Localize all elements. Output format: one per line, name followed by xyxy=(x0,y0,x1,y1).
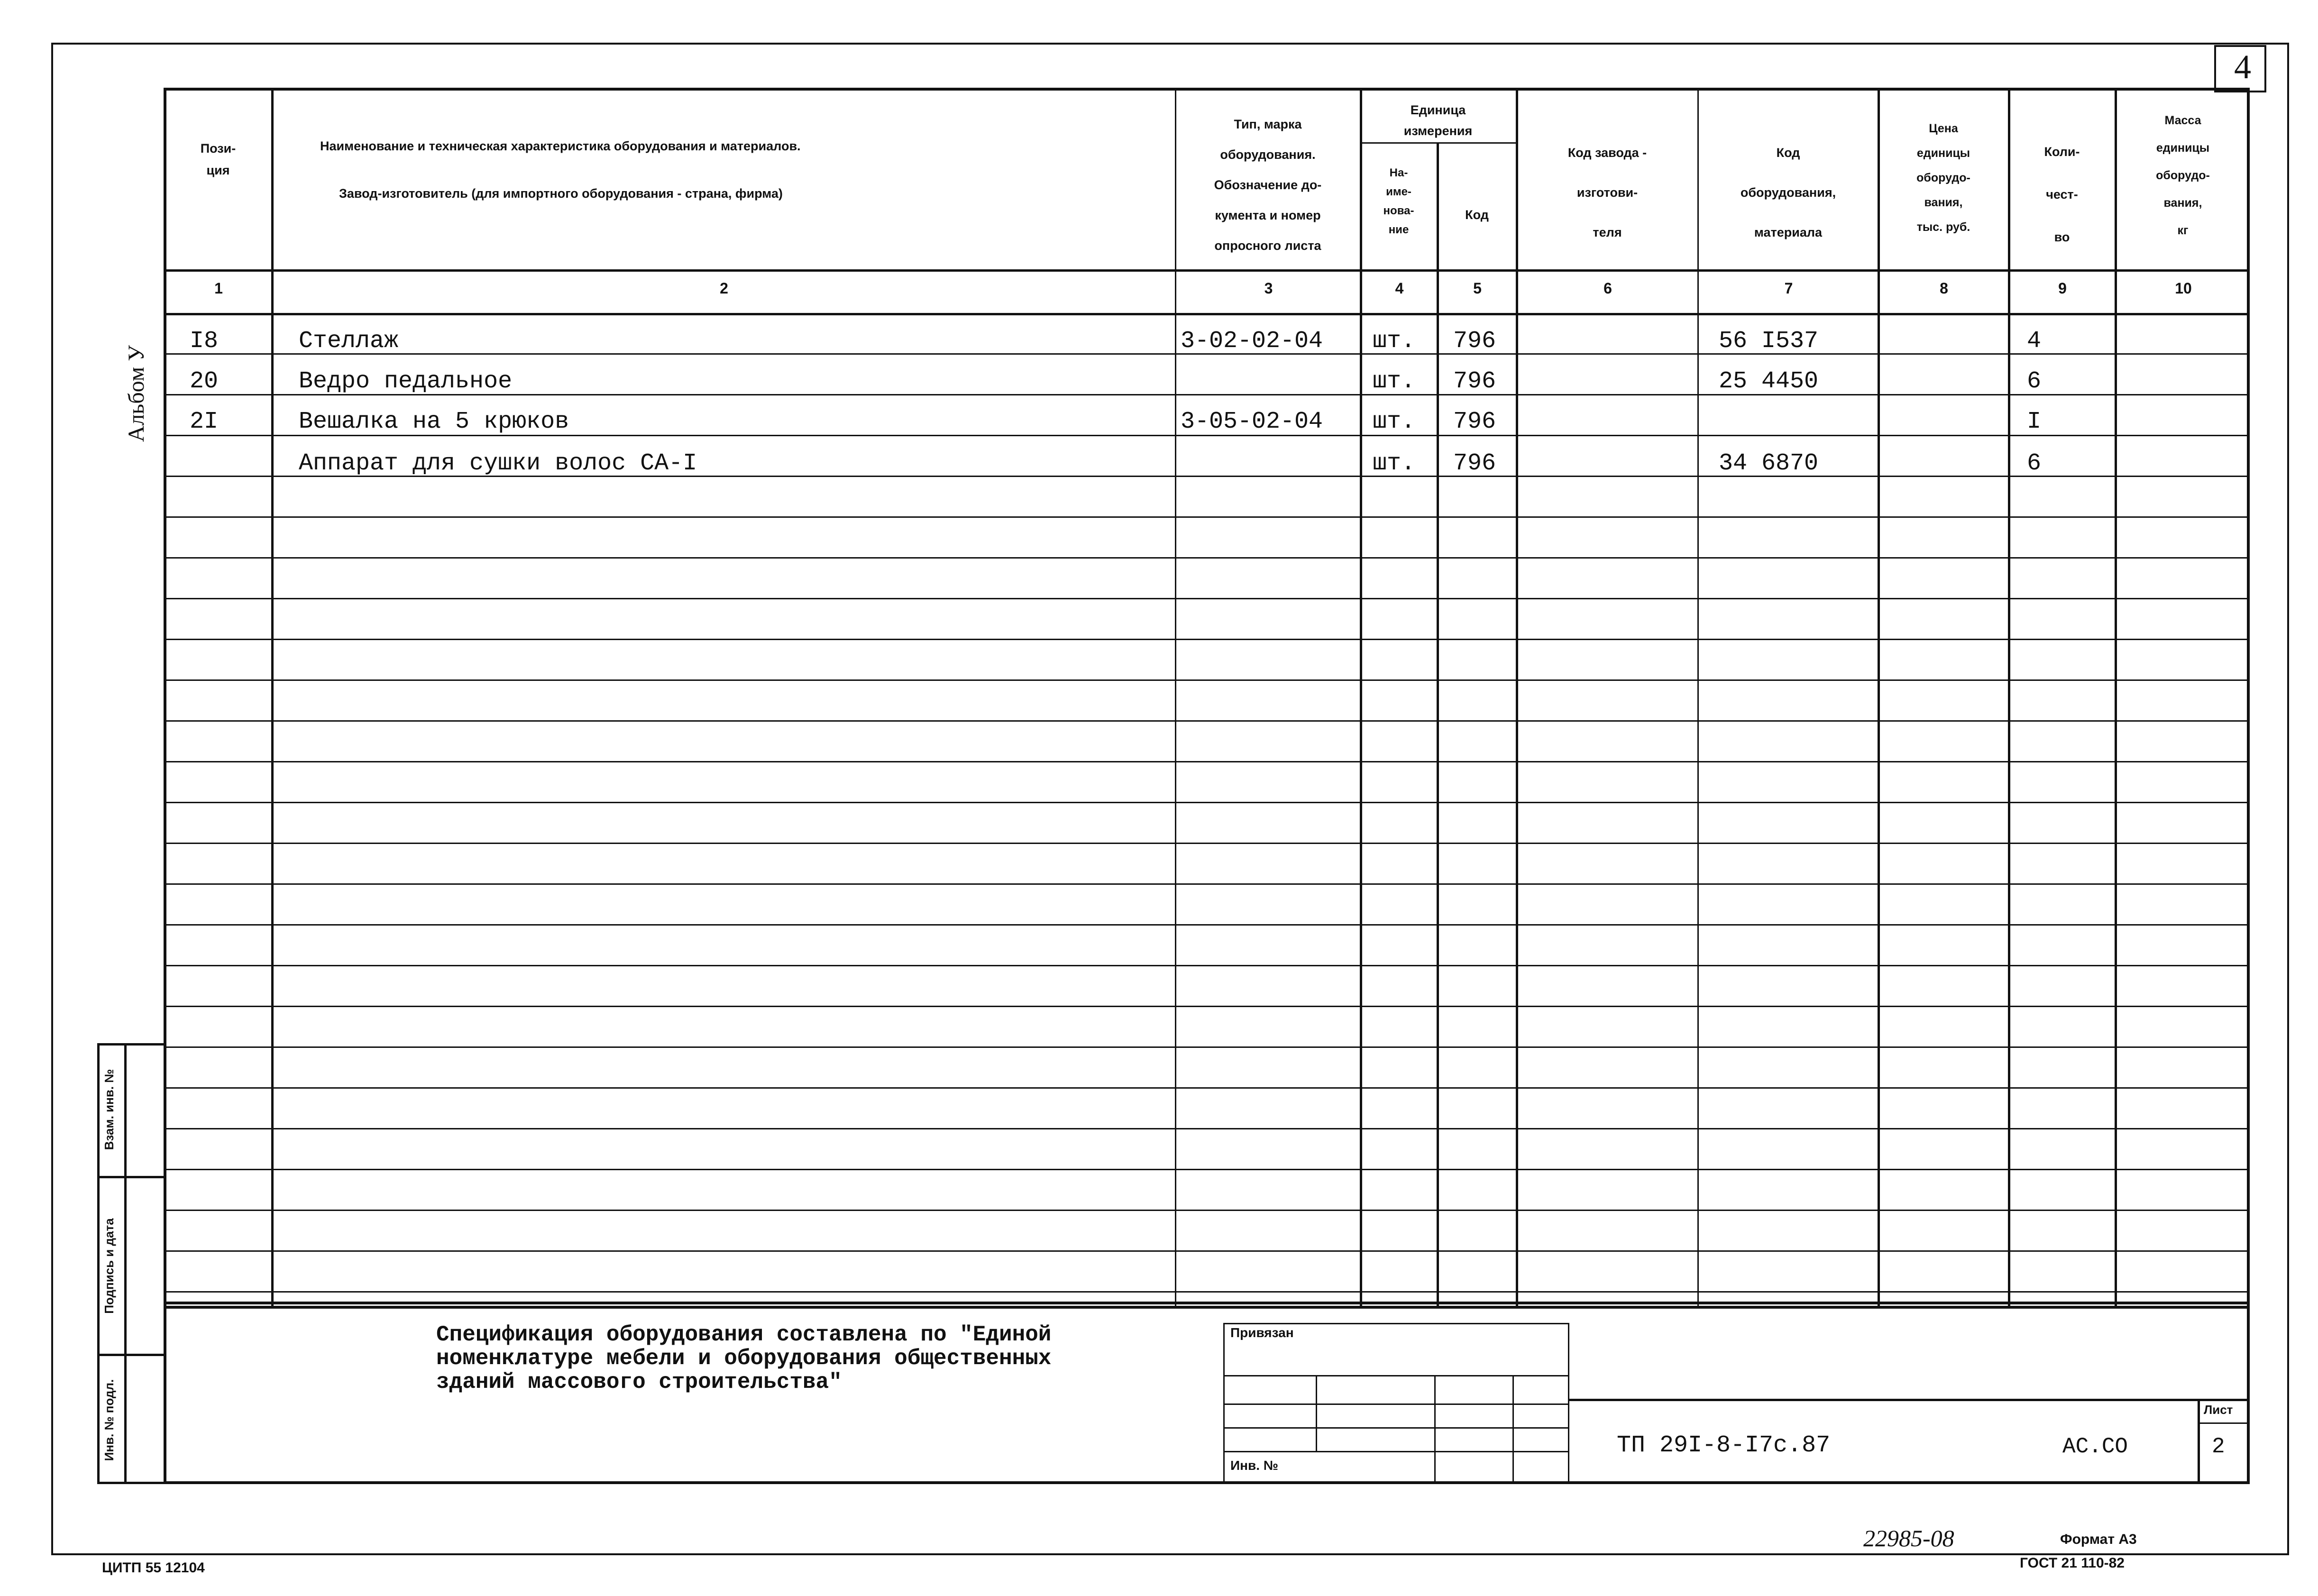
row-4-qty: 6 xyxy=(2027,450,2042,477)
row-1-equip-code: 56 I537 xyxy=(1719,328,1819,355)
bound-line-2 xyxy=(1223,1403,1569,1405)
row-1-pos: I8 xyxy=(190,328,219,355)
row-2-pos: 20 xyxy=(190,368,219,395)
row-2-name: Ведро педальное xyxy=(299,368,513,395)
row-line xyxy=(164,883,2250,885)
colnum-6: 6 xyxy=(1603,280,1612,297)
side-inv-replace: Взам. инв. № xyxy=(102,1069,116,1150)
row-line xyxy=(164,1169,2250,1170)
row-line xyxy=(164,965,2250,966)
colnum-10: 10 xyxy=(2175,280,2192,297)
gost-label: ГОСТ 21 110-82 xyxy=(2020,1555,2125,1571)
designation-line xyxy=(1569,1399,2250,1401)
bound-vline-3 xyxy=(1512,1375,1514,1484)
colnum-5: 5 xyxy=(1473,280,1482,297)
doc-code: ТП 29I-8-I7с.87 xyxy=(1617,1432,1831,1459)
col-line-1 xyxy=(271,88,274,1309)
side-inv-orig: Инв. № подл. xyxy=(102,1379,116,1461)
header-col3: Тип, марка оборудования. Обозначение до- кумента и номер опросного листа xyxy=(1214,117,1322,253)
row-line xyxy=(164,1210,2250,1211)
row-1-unit-code: 796 xyxy=(1453,328,1496,355)
side-sign-date: Подпись и дата xyxy=(102,1218,116,1314)
format-label: Формат А3 xyxy=(2060,1532,2137,1547)
header-col9: Коли- чест- во xyxy=(2044,145,2080,244)
bound-line-3 xyxy=(1223,1427,1569,1429)
col-line-4 xyxy=(1437,142,1439,1309)
header-col5: Код xyxy=(1465,208,1489,222)
album-label: Альбом У xyxy=(124,345,149,442)
row-3-name: Вешалка на 5 крюков xyxy=(299,408,569,435)
row-2-unit-code: 796 xyxy=(1453,368,1496,395)
header-col6: Код завода - изготови- теля xyxy=(1567,146,1647,239)
unit-group-divider xyxy=(1360,142,1516,144)
row-line xyxy=(164,557,2250,559)
colnum-9: 9 xyxy=(2058,280,2067,297)
row-line xyxy=(164,598,2250,599)
colnum-4: 4 xyxy=(1395,280,1404,297)
inv-label: Инв. № xyxy=(1230,1458,1279,1473)
row-1-type: 3-02-02-04 xyxy=(1181,328,1323,355)
row-line xyxy=(164,720,2250,722)
row-line xyxy=(164,679,2250,681)
row-2-equip-code: 25 4450 xyxy=(1719,368,1819,395)
row-3-type: 3-05-02-04 xyxy=(1181,408,1323,435)
bound-label: Привязан xyxy=(1230,1325,1294,1340)
row-line xyxy=(164,1291,2250,1293)
row-3-qty: I xyxy=(2027,408,2042,435)
footer-note: Спецификация оборудования составлена по "Единой номенклатуре мебели и оборудования общественных зданий массового строительства" xyxy=(436,1322,1052,1394)
row-4-equip-code: 34 6870 xyxy=(1719,450,1819,477)
header-col8: Цена единицы оборудо- вания, тыс. руб. xyxy=(1916,122,1970,234)
archive-number: 22985-08 xyxy=(1863,1525,1954,1551)
col-line-8 xyxy=(2008,88,2010,1309)
bound-vline-1 xyxy=(1316,1375,1317,1451)
row-2-unit: шт. xyxy=(1373,368,1416,395)
colnum-divider xyxy=(164,313,2250,315)
row-2-qty: 6 xyxy=(2027,368,2042,395)
col-line-2 xyxy=(1175,88,1176,1309)
sheet-box-divider xyxy=(2198,1422,2250,1424)
col-line-9 xyxy=(2115,88,2117,1309)
sheet-label: Лист xyxy=(2204,1403,2233,1417)
side-stamp-line-1 xyxy=(97,1176,166,1178)
row-3-pos: 2I xyxy=(190,408,219,435)
row-1-name: Стеллаж xyxy=(299,328,399,355)
row-4-unit-code: 796 xyxy=(1453,450,1496,477)
colnum-1: 1 xyxy=(214,280,223,297)
row-3-unit: шт. xyxy=(1373,408,1416,435)
doc-suffix: АС.СО xyxy=(2062,1434,2128,1459)
row-line xyxy=(164,843,2250,844)
bottom-left-code: ЦИТП 55 12104 xyxy=(102,1560,205,1576)
colnum-8: 8 xyxy=(1940,280,1948,297)
col-line-6 xyxy=(1697,88,1699,1309)
col-line-5 xyxy=(1516,88,1518,1309)
row-line xyxy=(164,1046,2250,1048)
colnum-3: 3 xyxy=(1264,280,1273,297)
sheet-number: 2 xyxy=(2212,1434,2225,1459)
colnum-2: 2 xyxy=(720,280,728,297)
header-col10: Масса единицы оборудо- вания, кг xyxy=(2156,114,2210,237)
bound-line-4 xyxy=(1223,1451,1569,1452)
row-line xyxy=(164,802,2250,803)
row-line xyxy=(164,516,2250,518)
row-line xyxy=(164,639,2250,640)
row-line xyxy=(164,1006,2250,1007)
header-col2-line2: Завод-изготовитель (для импортного оборудования - страна, фирма) xyxy=(339,186,783,201)
header-divider xyxy=(164,269,2250,272)
row-3-unit-code: 796 xyxy=(1453,408,1496,435)
sheet-box-line xyxy=(2198,1399,2200,1484)
row-1-qty: 4 xyxy=(2027,328,2042,355)
header-col7: Код оборудования, материала xyxy=(1740,146,1836,239)
col-line-7 xyxy=(1878,88,1880,1309)
row-4-name: Аппарат для сушки волос СА-I xyxy=(299,450,697,477)
row-4-unit: шт. xyxy=(1373,450,1416,477)
header-unit-group: Единица измерения xyxy=(1403,103,1473,138)
sheet-corner-number: 4 xyxy=(2234,48,2251,86)
row-1-unit: шт. xyxy=(1373,328,1416,355)
header-col2-line1: Наименование и техническая характеристика оборудования и материалов. xyxy=(320,139,801,153)
header-col4: На- име- нова- ние xyxy=(1383,166,1414,236)
bound-line-1 xyxy=(1223,1375,1569,1376)
side-stamp-divider xyxy=(124,1043,127,1484)
row-line xyxy=(164,1250,2250,1252)
row-line xyxy=(164,924,2250,926)
row-line xyxy=(164,1087,2250,1089)
row-line xyxy=(164,1128,2250,1129)
bound-vline-2 xyxy=(1434,1375,1436,1484)
row-line xyxy=(164,761,2250,762)
header-col1: Пози- ция xyxy=(200,141,236,177)
colnum-7: 7 xyxy=(1784,280,1793,297)
col-line-3 xyxy=(1360,88,1362,1309)
